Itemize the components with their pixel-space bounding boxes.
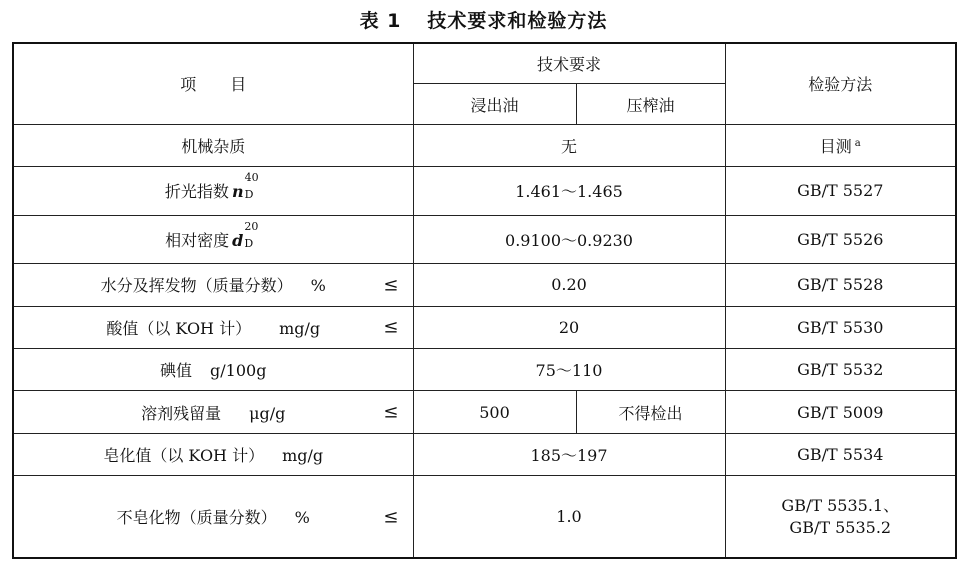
value-cell: 20 (413, 306, 725, 348)
header-item-char-2: 目 (230, 75, 247, 95)
item-cell (13, 167, 413, 216)
header-row-1 (13, 43, 956, 84)
leq-sign: ≤ (383, 316, 399, 338)
item-unit: mg/g (282, 446, 324, 465)
item-symbol: n (231, 182, 244, 202)
header-method: 检验方法 (725, 43, 956, 124)
method-cell: GB/T 5009 (725, 391, 956, 433)
item-name: 溶剂残留量 (141, 403, 222, 423)
item-name: 酸值（以 KOH 计） (106, 318, 252, 338)
item-name: 折光指数 (164, 182, 229, 202)
table-row (13, 306, 956, 348)
method-line-2: GB/T 5535.2 (789, 517, 892, 537)
table-row (13, 264, 956, 306)
item-name: 机械杂质 (181, 136, 246, 156)
item-cell (13, 391, 413, 433)
method-cell: GB/T 5530 (725, 306, 956, 348)
value-cell: 1.461～1.465 (413, 167, 725, 216)
method-line-1: GB/T 5535.1、 (781, 495, 900, 515)
value-cell: 无 (413, 124, 725, 166)
header-tech-req: 技术要求 (413, 43, 725, 84)
leq-sign: ≤ (383, 506, 399, 528)
method-cell: GB/T 5526 (725, 215, 956, 264)
value-leached-cell: 500 (413, 391, 576, 433)
method-cell: GB/T 5528 (725, 264, 956, 306)
footnote-mark: a (854, 137, 861, 149)
header-item (13, 43, 413, 124)
value-cell: 185～197 (413, 433, 725, 475)
header-item-char-1: 项 (180, 75, 197, 95)
item-unit: μg/g (249, 403, 286, 423)
item-symbol: d (232, 230, 244, 250)
item-unit: % (310, 276, 326, 296)
item-subscript: D (244, 236, 254, 250)
leq-sign: ≤ (383, 401, 399, 423)
item-cell (13, 306, 413, 348)
value-pressed-cell: 不得检出 (576, 391, 725, 433)
item-cell (13, 124, 413, 166)
table-number: 表 1 (359, 10, 402, 32)
table-row (13, 167, 956, 216)
item-cell (13, 349, 413, 391)
header-pressed: 压榨油 (576, 84, 725, 124)
item-cell (13, 476, 413, 558)
value-cell: 1.0 (413, 476, 725, 558)
item-superscript: 40 (244, 171, 259, 185)
table-title (0, 4, 967, 38)
table-row (13, 215, 956, 264)
method-cell: GB/T 5532 (725, 349, 956, 391)
table-row (13, 391, 956, 433)
table-row (13, 433, 956, 475)
item-name: 水分及挥发物（质量分数） (100, 276, 293, 296)
method-text: 目测 (819, 136, 852, 156)
value-cell: 0.9100～0.9230 (413, 215, 725, 264)
item-subscript: D (244, 188, 254, 202)
value-cell: 0.20 (413, 264, 725, 306)
table-row (13, 476, 956, 558)
item-name: 皂化值（以 KOH 计） (103, 446, 265, 465)
method-cell (725, 124, 956, 166)
item-cell (13, 433, 413, 475)
value-cell: 75～110 (413, 349, 725, 391)
method-cell: GB/T 5534 (725, 433, 956, 475)
item-cell (13, 215, 413, 264)
table-title-text: 技术要求和检验方法 (427, 10, 608, 32)
method-cell (725, 476, 956, 558)
item-cell (13, 264, 413, 306)
item-name: 碘值 (160, 361, 193, 381)
item-unit: mg/g (279, 318, 321, 338)
item-name: 相对密度 (165, 230, 230, 250)
spec-table (12, 42, 957, 559)
item-unit: % (294, 508, 310, 528)
item-name: 不皂化物（质量分数） (116, 508, 277, 528)
table-row (13, 349, 956, 391)
item-superscript: 20 (244, 219, 259, 233)
item-unit: g/100g (210, 361, 267, 381)
header-leached: 浸出油 (413, 84, 576, 124)
method-cell: GB/T 5527 (725, 167, 956, 216)
leq-sign: ≤ (383, 274, 399, 296)
table-row (13, 124, 956, 166)
